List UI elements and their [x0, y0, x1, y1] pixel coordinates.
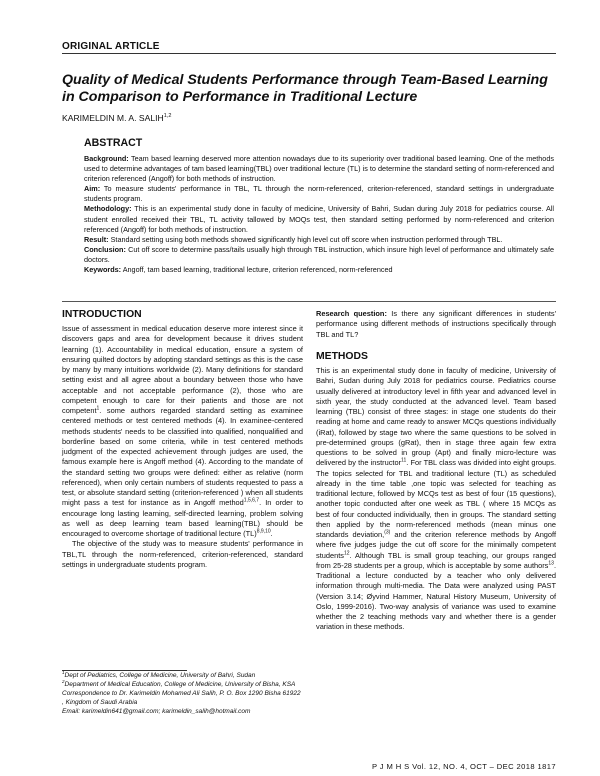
abstract-divider [62, 301, 556, 302]
intro-text-a: Issue of assessment in medical education deserve more interest since it discovers gaps and area for development because it drives student learning (1). Accountability in medical education, ensure a system of ensuring quilted doctors by adopting standard settings as this is the case by many by many intuitions worldwide (2). Many definitions for standard setting exist and all agree about a boundary between those who have acceptable and not acceptable performance (2), those who are competent enough to care for their patients and those are not competent [62, 324, 303, 415]
aim-label: Aim: [84, 184, 101, 194]
author-name: KARIMELDIN M. A. SALIH [62, 113, 164, 123]
methods-citation-4: 13 [548, 560, 554, 567]
intro-text-d: . [270, 529, 273, 538]
introduction-paragraph-1 [62, 324, 303, 539]
footnote-email: Email: karimeldin641@gmail.com; karimeldin_salih@hotmail.com [62, 707, 251, 715]
methods-text-c: and the criterion reference methods by Angoff where five judges judge the cut off score for the minimally competent students [316, 530, 556, 560]
result-text: Standard setting using both methods showed significantly high level cut off score when instruction performed through TBL. [108, 234, 503, 244]
keywords-label: Keywords: [84, 265, 122, 275]
methods-text-d: . Although TBL is small group teaching, our groups ranged from 25-28 students per a group, which is acceptable by some authors [316, 550, 556, 570]
methods-citation-1: 11 [401, 457, 407, 464]
aim-text: To measure students' performance in TBL, TL through the norm-referenced, criterion-referenced, standard settings in undergraduate students program. [84, 184, 554, 204]
footnote-affiliation-2 [62, 678, 302, 690]
methods-text-a: This is an experimental study done in faculty of medicine, University of Bahri, Sudan during July 2018 for pediatrics course. Pediatrics course usually delivered at introductory level in fifth year and advanced level in sixth year, the study conducted at the advanced level. Team based learning (TBL) consist of three stages: in stage one students do their reading at home and came ready to answer MCQs questions individually (iRat), followed by stage two where the same questions to be solved in pre-determined groups (gRat), then in stage three again few extra questions to be solved in group (Apt) and finally micro-lecture was delivered by the instructor [316, 366, 556, 468]
author-affiliation-marks: 1,2 [163, 113, 172, 120]
abstract-body [84, 154, 554, 275]
section-label: ORIGINAL ARTICLE [62, 41, 160, 52]
keywords-text: Angoff, tam based learning, traditional lecture, criterion referenced, norm-referenced [121, 265, 393, 275]
footnote-correspondence: Correspondence to Dr. Karimeldin Mohamed Ali Salih, P. O. Box 1290 Bisha 61922 , Kingdom of Saudi Arabia [62, 689, 301, 706]
research-question [316, 309, 556, 340]
conclusion-label: Conclusion: [84, 244, 126, 254]
intro-citation-1: 1 [96, 405, 100, 412]
abstract-conclusion [84, 245, 554, 265]
footnotes [62, 669, 302, 717]
intro-citation-3: 8,9,10 [256, 528, 271, 535]
background-label: Background: [84, 154, 129, 163]
conclusion-text: Cut off score to determine pass/tails usually high through TBL instruction, which insure high level of performance and ultimately safe doctors. [84, 244, 554, 264]
footnote-mark-1: 1 [62, 669, 65, 675]
footnote-divider [62, 670, 187, 671]
background-text: Team based learning deserved more attention nowadays due to its superiority over traditional based learning. One of the methods used to determine advantages of tam based learning(TBL) over traditional lecture (TL) is to determine the standard setting of norm-referenced and criterion referenced (Angoff) for both methods of instruction. [84, 154, 554, 184]
research-question-paragraph [316, 309, 556, 340]
article-title: Quality of Medical Students Performance through Team-Based Learning in Comparison to Performance in Traditional Lecture [62, 72, 548, 105]
introduction-paragraph-2: The objective of the study was to measure students' performance in TBL,TL through the norm-referenced, criterion-referenced, standard settings in undergraduate students program. [62, 539, 303, 569]
header-divider [62, 53, 556, 54]
methods-citation-2: (3) [384, 529, 391, 536]
methods-paragraph [316, 366, 556, 633]
introduction-heading: INTRODUCTION [62, 309, 142, 320]
result-label: Result: [84, 234, 109, 244]
footnote-text-1: Dept of Pediatrics, College of Medicine, University of Bahri, Sudan [64, 672, 256, 679]
methodology-text: This is an experimental study done in faculty of medicine, University of Bahri, Sudan during July 2018 for pediatrics course. All student enrolled received their TBL, TL activity tallowed by MOQs test, then standard setting performed by norm-referenced and criterion referenced (Angoff) for both methods of instruction. [84, 204, 554, 234]
methodology-label: Methodology: [84, 204, 132, 214]
abstract-keywords [84, 265, 554, 275]
methods-heading: METHODS [316, 351, 368, 362]
abstract-methodology [84, 204, 554, 234]
footnote-affiliation-1 [62, 669, 302, 681]
abstract-background [84, 154, 554, 184]
methods-text-e: . Traditional a lecture conducted by a teacher who only delivered information through multi-media. The Data were analyzed using PAST (Version 3.14; Øyvind Hammer, Natural History Museum, University of Oslo, 1999-2016). Two-way analysis of variance was used to examine whether the 2 teaching methods vary and whether there is a gender variation in these methods. [316, 560, 556, 632]
abstract-heading: ABSTRACT [84, 137, 143, 149]
intro-text-b: . some authors regarded standard setting as examinee centered methods or test centered methods (4). In examinee-centered methods students' needs to be classified into qualified, nonqualified and borderline based on some criteria, while in test centered methods judgment of the expected achievement through judges are used, the famous example here is Angoff method (4). According to the mandate of the standard setting two groups were defined: either as relative (norm referenced), when only certain numbers of students requested to pass a test, or absolute standard setting (criterion-referenced ) when all students might pass a test for instance as in Angoff method [62, 406, 303, 508]
footnote-mark-2: 2 [62, 678, 65, 684]
methods-citation-3: 12 [343, 550, 350, 557]
intro-text-c: . In order to encourage long lasting learning, self-directed learning, problem solving as well as deep learning team based learning(TBL) should be encouraged to overcome shortage of traditional lecture (TL) [62, 498, 304, 538]
methods-text-b: . For TBL class was divided into eight groups. The topics selected for TBL and traditional lecture (TL) as scheduled already in the time table ,one topic was selected for teaching as traditional lecture, followed by MCQs test as best of four (15 questions), another topic conducted after one week as TBL ( where 15 MCQs as best of four conducted individually, then in groups. The standard setting then applied by the norm-referenced methods (mean minus one standards deviation, [316, 458, 556, 539]
intro-citation-2: 1,5,6,7 [243, 497, 260, 504]
abstract-result [84, 235, 554, 245]
research-question-label: Research question: [316, 309, 387, 318]
introduction-body [62, 324, 303, 570]
author-line [62, 113, 171, 123]
research-question-text: Is there any significant differences in students' performance using different methods of instructions specifically through TBL and TL? [316, 309, 556, 339]
abstract-aim [84, 184, 554, 204]
page-footer-citation: P J M H S Vol. 12, NO. 4, OCT – DEC 2018 1817 [371, 762, 556, 771]
methods-body [316, 366, 556, 633]
footnote-text-2: Department of Medical Education, College of Medicine, University of Bisha, KSA [64, 680, 296, 688]
